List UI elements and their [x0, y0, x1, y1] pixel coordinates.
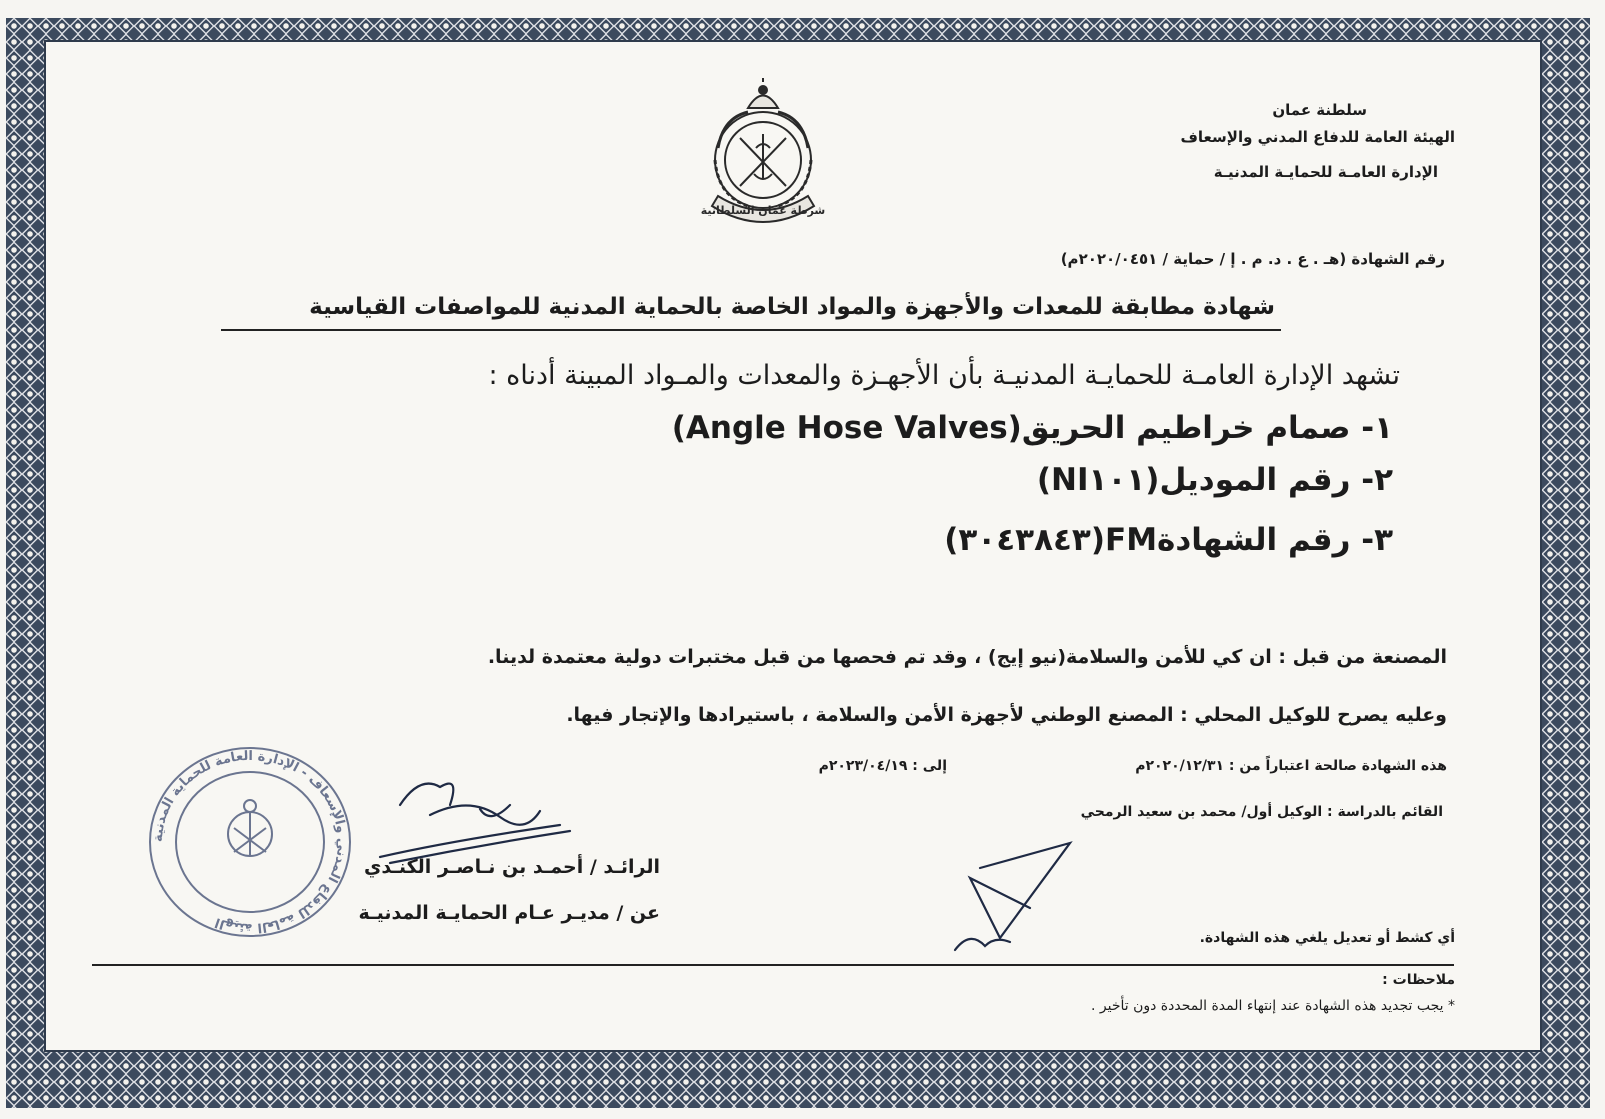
emblem-text: شرطة عمان السلطانية — [700, 204, 826, 217]
validity-to: إلى : ٢٠٢٣/٠٤/١٩م — [818, 758, 947, 774]
local-agent-text: وعليه يصرح للوكيل المحلي : المصنع الوطني لأجهزة الأمن والسلامة ، باستيرادها والإتجار فيها. — [566, 704, 1447, 726]
certificate-number-value: (هـ . ع . د. م . إ / حماية / ٢٠٢٠/٠٤٥١م) — [1060, 250, 1347, 268]
notes-label: ملاحظات : — [1382, 972, 1455, 988]
title-underline — [221, 329, 1281, 331]
signatory-on-behalf: عن / مديـر عـام الحمايـة المدنيـة — [358, 902, 660, 924]
divider-line — [92, 964, 1454, 966]
org-line-1: سلطنة عمان — [1272, 101, 1367, 119]
signatory-name: الرائـد / أحمـد بن نـاصـر الكنـدي — [363, 856, 660, 878]
org-line-3: الإدارة العامـة للحمايـة المدنيـة — [1213, 163, 1438, 181]
official-stamp — [140, 742, 360, 942]
item-2-label: ٢- رقم الموديل — [1159, 462, 1393, 498]
certificate-title: شهادة مطابقة للمعدات والأجهزة والمواد الخاصة بالحماية المدنية للمواصفات القياسية — [309, 294, 1275, 320]
org-line-2: الهيئة العامة للدفاع المدني والإسعاف — [1180, 128, 1455, 146]
item-2-value: (NI١٠١) — [1036, 462, 1160, 498]
validity-from: هذه الشهادة صالحة اعتباراً من : ٢٠٢٠/١٢/٣١م — [1135, 758, 1447, 774]
stamp-text: الهيئة العامة للدفاع المدني والإسعاف - الإدارة العامة للحماية المدنية — [150, 748, 350, 936]
intro-text: تشهد الإدارة العامـة للحمايـة المدنيـة بأن الأجهـزة والمعدات والمـواد المبينة أدناه : — [488, 360, 1400, 391]
manufacturer-text: المصنعة من قبل : ان كي للأمن والسلامة(نيو إيج) ، وقد تم فحصها من قبل مختبرات دولية معتمدة لدينا. — [487, 646, 1447, 668]
studied-by-signature — [940, 838, 1090, 958]
void-notice: أي كشط أو تعديل يلغي هذه الشهادة. — [1199, 930, 1455, 946]
item-1-label: ١- صمام خراطيم الحريق — [1021, 410, 1393, 446]
item-3-value: (٣٠٤٣٨٤٣)FM — [944, 522, 1158, 558]
item-3 — [944, 522, 1393, 558]
oman-police-emblem — [688, 78, 838, 230]
item-1-value: (Angle Hose Valves) — [671, 410, 1022, 446]
item-2 — [1037, 462, 1393, 498]
studied-by: القائم بالدراسة : الوكيل أول/ محمد بن سعيد الرمحي — [1080, 804, 1443, 820]
certificate-number — [1061, 250, 1445, 268]
notes-text: * يجب تجديد هذه الشهادة عند إنتهاء المدة المحددة دون تأخير . — [1090, 998, 1455, 1014]
certificate-number-label: رقم الشهادة — [1351, 250, 1445, 268]
item-3-label: ٣- رقم الشهادة — [1157, 522, 1393, 558]
item-1 — [672, 410, 1393, 446]
